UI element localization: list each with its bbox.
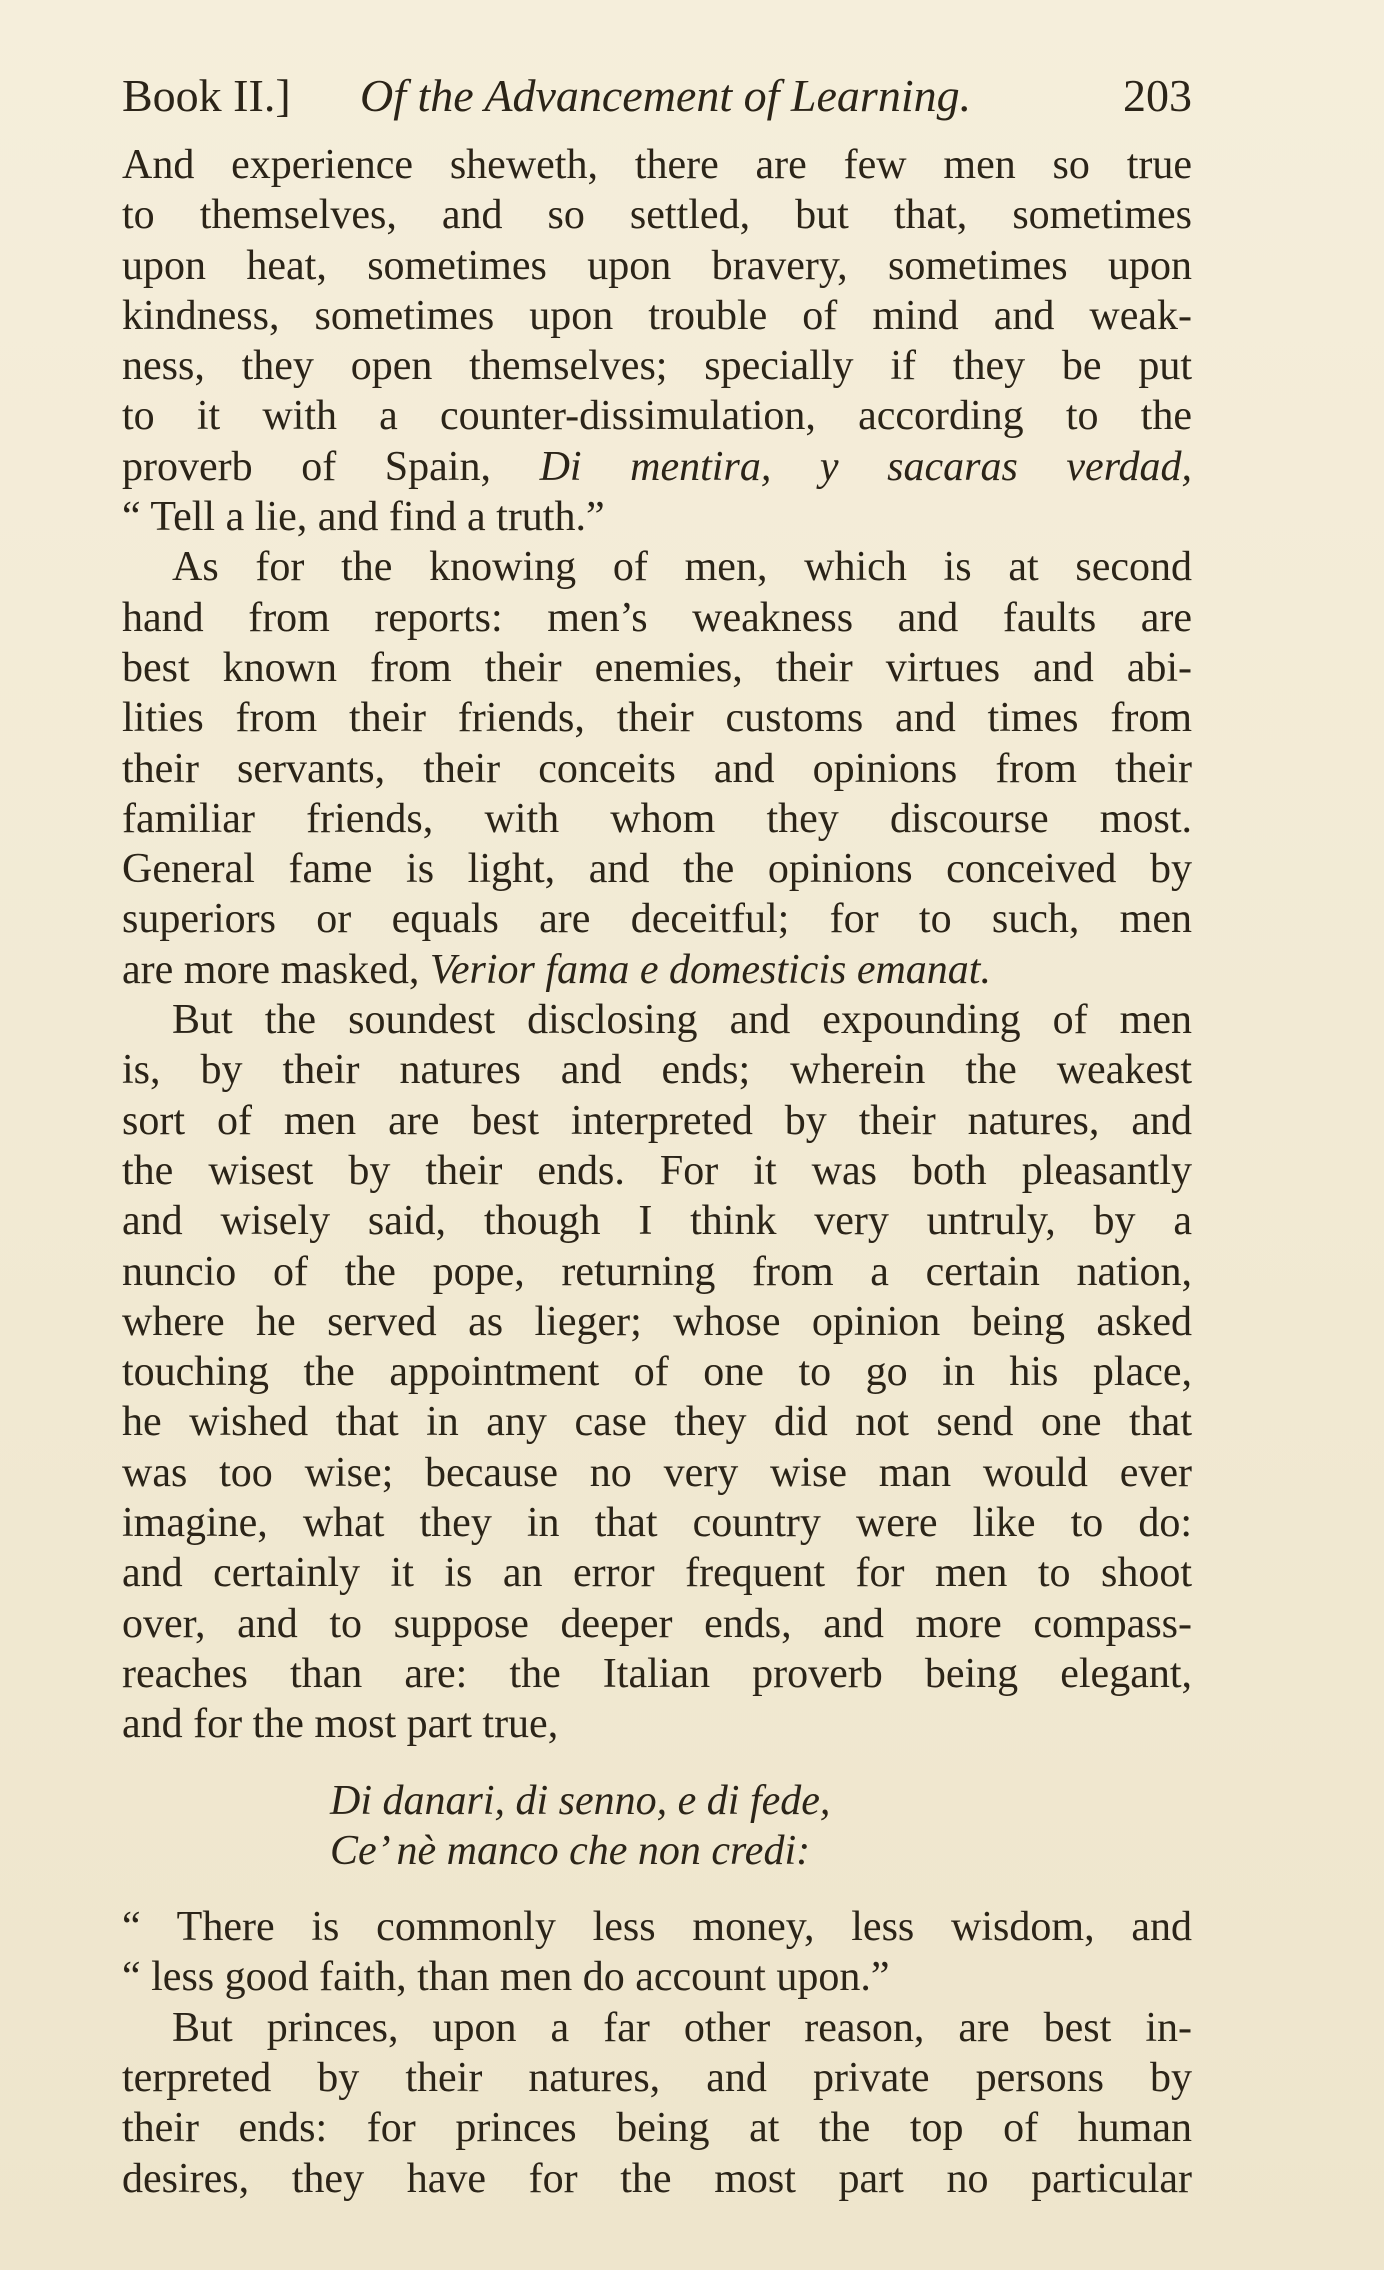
paragraph-start-line: But the soundest disclosing and expounding of men bbox=[172, 997, 1192, 1044]
text-line: over, and to suppose deeper ends, and more compass- bbox=[122, 1600, 1192, 1647]
text-line: was too wise; because no very wise man would ever bbox=[122, 1449, 1192, 1496]
italian-verse-line: Di danari, di senno, e di fede, bbox=[330, 1777, 831, 1824]
running-header bbox=[122, 66, 1192, 126]
text-line: imagine, what they in that country were like to do: bbox=[122, 1500, 1192, 1547]
paragraph-start-line: As for the knowing of men, which is at second bbox=[172, 544, 1192, 591]
page-number: 203 bbox=[1123, 70, 1192, 121]
text-line: “ Tell a lie, and find a truth.” bbox=[122, 494, 605, 541]
text-line: their ends: for princes being at the top of human bbox=[122, 2105, 1192, 2152]
text-line: he wished that in any case they did not send one that bbox=[122, 1399, 1192, 1446]
text-line: and wisely said, though I think very untruly, by a bbox=[122, 1198, 1192, 1245]
text-line: familiar friends, with whom they discourse most. bbox=[122, 795, 1192, 842]
text-line: their servants, their conceits and opinions from their bbox=[122, 745, 1192, 792]
text-line: where he served as lieger; whose opinion being asked bbox=[122, 1298, 1192, 1345]
text-line: terpreted by their natures, and private persons by bbox=[122, 2054, 1192, 2101]
latin-quote: Verior fama e domesticis emanat. bbox=[429, 946, 991, 993]
quote-line: “ less good faith, than men do account upon.” bbox=[122, 1954, 890, 2001]
text-line: is, by their natures and ends; wherein the weakest bbox=[122, 1047, 1192, 1094]
text-line: hand from reports: men’s weakness and faults are bbox=[122, 594, 1192, 641]
quote-line: “ There is commonly less money, less wisdom, and bbox=[122, 1904, 1192, 1951]
text-line: And experience sheweth, there are few men so true bbox=[122, 142, 1192, 188]
verse-spacer bbox=[122, 1876, 1192, 1902]
text-line: and for the most part true, bbox=[122, 1701, 559, 1748]
text-line: General fame is light, and the opinions conceived by bbox=[122, 846, 1192, 893]
text-line: upon heat, sometimes upon bravery, sometimes upon bbox=[122, 242, 1192, 289]
book-section-label: Book II.] bbox=[122, 70, 291, 121]
text-line: reaches than are: the Italian proverb being elegant, bbox=[122, 1650, 1192, 1697]
text-line: touching the appointment of one to go in his place, bbox=[122, 1349, 1192, 1396]
text-line: to it with a counter-dissimulation, according to the bbox=[122, 393, 1192, 440]
text-line: kindness, sometimes upon trouble of mind and weak- bbox=[122, 292, 1192, 339]
text-run: proverb of Spain, bbox=[122, 443, 540, 490]
text-line: desires, they have for the most part no particular bbox=[122, 2155, 1192, 2202]
text-run: are more masked, bbox=[122, 946, 430, 993]
text-line: sort of men are best interpreted by their natures, and bbox=[122, 1097, 1192, 1144]
text-line bbox=[122, 945, 1192, 995]
verse-spacer bbox=[122, 1750, 1192, 1776]
text-line: the wisest by their ends. For it was both pleasantly bbox=[122, 1147, 1192, 1194]
text-line: best known from their enemies, their virtues and abi- bbox=[122, 644, 1192, 691]
text-line: superiors or equals are deceitful; for to such, men bbox=[122, 896, 1192, 943]
paragraph-start-line: But princes, upon a far other reason, are best in- bbox=[172, 2004, 1192, 2051]
italian-verse-line: Ce’ nè manco che non credi: bbox=[330, 1827, 811, 1874]
text-line: and certainly it is an error frequent for men to shoot bbox=[122, 1550, 1192, 1597]
running-title: Of the Advancement of Learning. bbox=[360, 70, 972, 121]
text-line: nuncio of the pope, returning from a certain nation, bbox=[122, 1248, 1192, 1295]
text-line: to themselves, and so settled, but that, sometimes bbox=[122, 192, 1192, 239]
text-line bbox=[122, 442, 1192, 492]
text-line: lities from their friends, their customs and times from bbox=[122, 695, 1192, 742]
text-line: ness, they open themselves; specially if they be put bbox=[122, 343, 1192, 390]
spanish-proverb: Di mentira, y sacaras verdad, bbox=[539, 443, 1192, 490]
body-text bbox=[122, 140, 1192, 2204]
